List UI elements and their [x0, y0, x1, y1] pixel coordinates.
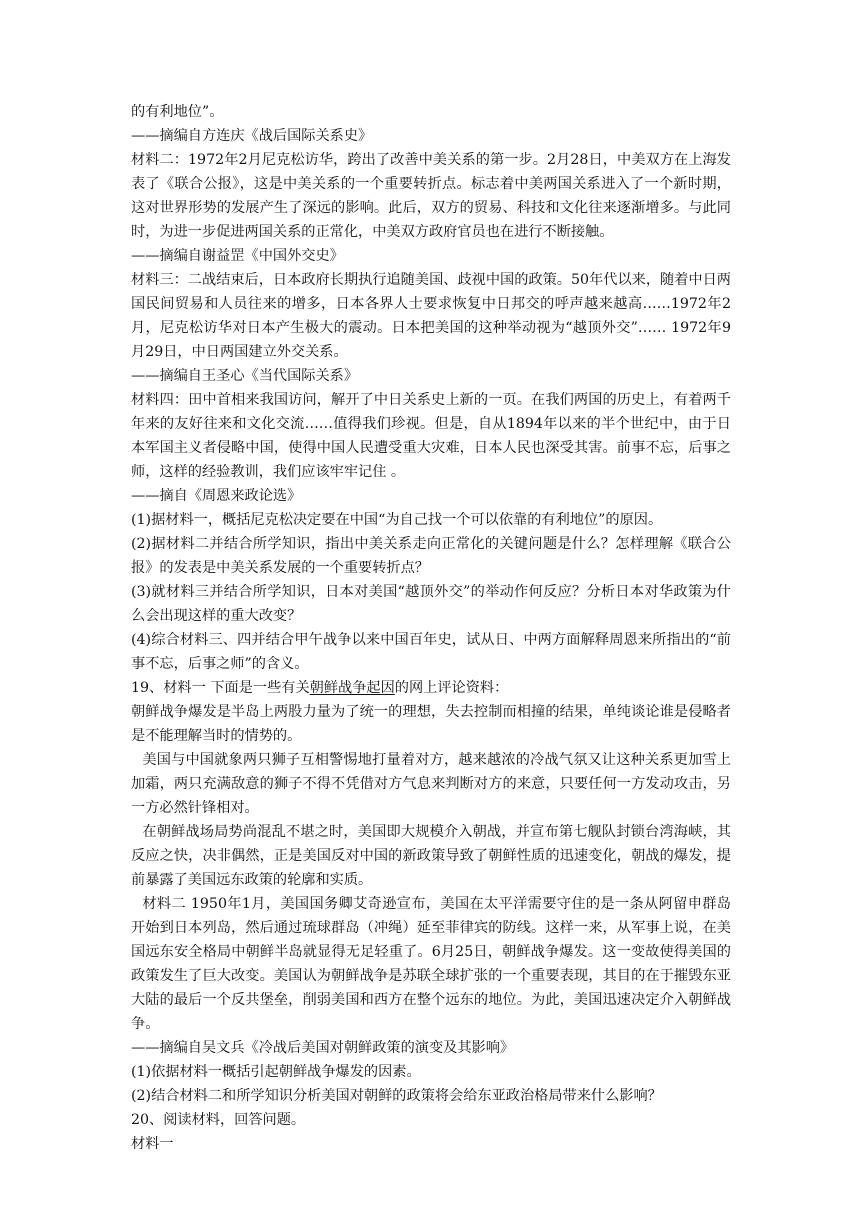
- question-item: (4)综合材料三、四并结合甲午战争以来中国百年史，试从日、中两方面解释周恩来所指出的“前事不忘，后事之师”的含义。: [131, 632, 731, 672]
- question-item: (1)据材料一，概括尼克松决定要在中国“为自己找一个可以依靠的有利地位”的原因。: [131, 512, 663, 528]
- material1-tail: 的有利地位”。: [131, 104, 224, 120]
- material-paragraph: 材料三：二战结束后，日本政府长期执行追随美国、歧视中国的政策。50年代以来，随着中日两国民间贸易和人员往来的增多，日本各界人士要求恢复中日邦交的呼声越来越高……1972年2月，尼克松访华对日本产生极大的震动。日本把美国的这种举动视为“越顶外交”…… 1972年9月29日，中日两国建立外交关系。: [131, 272, 731, 360]
- intro-text: 的网上评论资料：: [394, 680, 509, 696]
- document-body: [131, 100, 731, 1156]
- question-item: (3)就材料三并结合所学知识，日本对美国“越顶外交”的举动作何反应？分析日本对华政策为什么会出现这样的重大改变？: [131, 584, 731, 624]
- question-19-intro: [131, 676, 731, 700]
- source-line: ——摘编自方连庆《战后国际关系史》: [131, 128, 373, 144]
- material-paragraph: 在朝鲜战场局势尚混乱不堪之时，美国即大规模介入朝战，并宣布第七舰队封锁台湾海峡，其反应之快，决非偶然，正是美国反对中国的新政策导致了朝鲜性质的迅速变化，朝战的爆发，提前暴露了美国远东政策的轮廓和实质。: [131, 824, 731, 888]
- source-line: ——摘编自谢益罡《中国外交史》: [131, 248, 344, 264]
- question-20-intro: 20、阅读材料，回答问题。: [131, 1112, 306, 1128]
- material-paragraph: 朝鲜战争爆发是半岛上两股力量为了统一的理想，失去控制而相撞的结果，单纯谈论谁是侵略者是不能理解当时的情势的。: [131, 704, 731, 744]
- question-item: (2)据材料二并结合所学知识，指出中美关系走向正常化的关键问题是什么？怎样理解《联合公报》的发表是中美关系发展的一个重要转折点？: [131, 536, 731, 576]
- material-paragraph: 材料二：1972年2月尼克松访华，跨出了改善中美关系的第一步。2月28日，中美双方在上海发表了《联合公报》，这是中美关系的一个重要转折点。标志着中美两国关系进入了一个新时期，这对世界形势的发展产生了深远的影响。此后，双方的贸易、科技和文化往来逐渐增多。与此同时，为进一步促进两国关系的正常化，中美双方政府官员也在进行不断接触。: [131, 152, 731, 240]
- material-paragraph: 材料四：田中首相来我国访问，解开了中日关系史上新的一页。在我们两国的历史上，有着两千年来的友好往来和文化交流……值得我们珍视。但是，自从1894年以来的半个世纪中，由于日本军国主义者侵略中国，使得中国人民遭受重大灾难，日本人民也深受其害。前事不忘，后事之师，这样的经验教训，我们应该牢牢记住 。: [131, 392, 731, 480]
- underlined-topic: 朝鲜战争起因: [309, 680, 395, 696]
- question-item: (2)结合材料二和所学知识分析美国对朝鲜的政策将会给东亚政治格局带来什么影响？: [131, 1088, 662, 1104]
- material-heading: 材料一: [131, 1136, 174, 1152]
- material-paragraph: 材料二 1950年1月，美国国务卿艾奇逊宣布，美国在太平洋需要守住的是一条从阿留申群岛开始到日本列岛，然后通过琉球群岛（冲绳）延至菲律宾的防线。这样一来，从军事上说，在美国远东安全格局中朝鲜半岛就显得无足轻重了。6月25日，朝鲜战争爆发。这一变故使得美国的政策发生了巨大改变。美国认为朝鲜战争是苏联全球扩张的一个重要表现，其目的在于摧毁东亚大陆的最后一个反共堡垒，削弱美国和西方在整个远东的地位。为此，美国迅速决定介入朝鲜战争。: [131, 896, 731, 1032]
- source-line: ——摘编自王圣心《当代国际关系》: [131, 368, 359, 384]
- intro-text: 19、材料一 下面是一些有关: [131, 680, 310, 696]
- source-line: ——摘自《周恩来政论选》: [131, 488, 302, 504]
- question-item: (1)依据材料一概括引起朝鲜战争爆发的因素。: [131, 1064, 421, 1080]
- material-paragraph: 美国与中国就象两只狮子互相警惕地打量着对方，越来越浓的冷战气氛又让这种关系更加雪上加霜，两只充满敌意的狮子不得不凭借对方气息来判断对方的来意，只要任何一方发动攻击，另一方必然针锋相对。: [131, 752, 731, 816]
- source-line: ——摘编自吴文兵《冷战后美国对朝鲜政策的演变及其影响》: [131, 1040, 515, 1056]
